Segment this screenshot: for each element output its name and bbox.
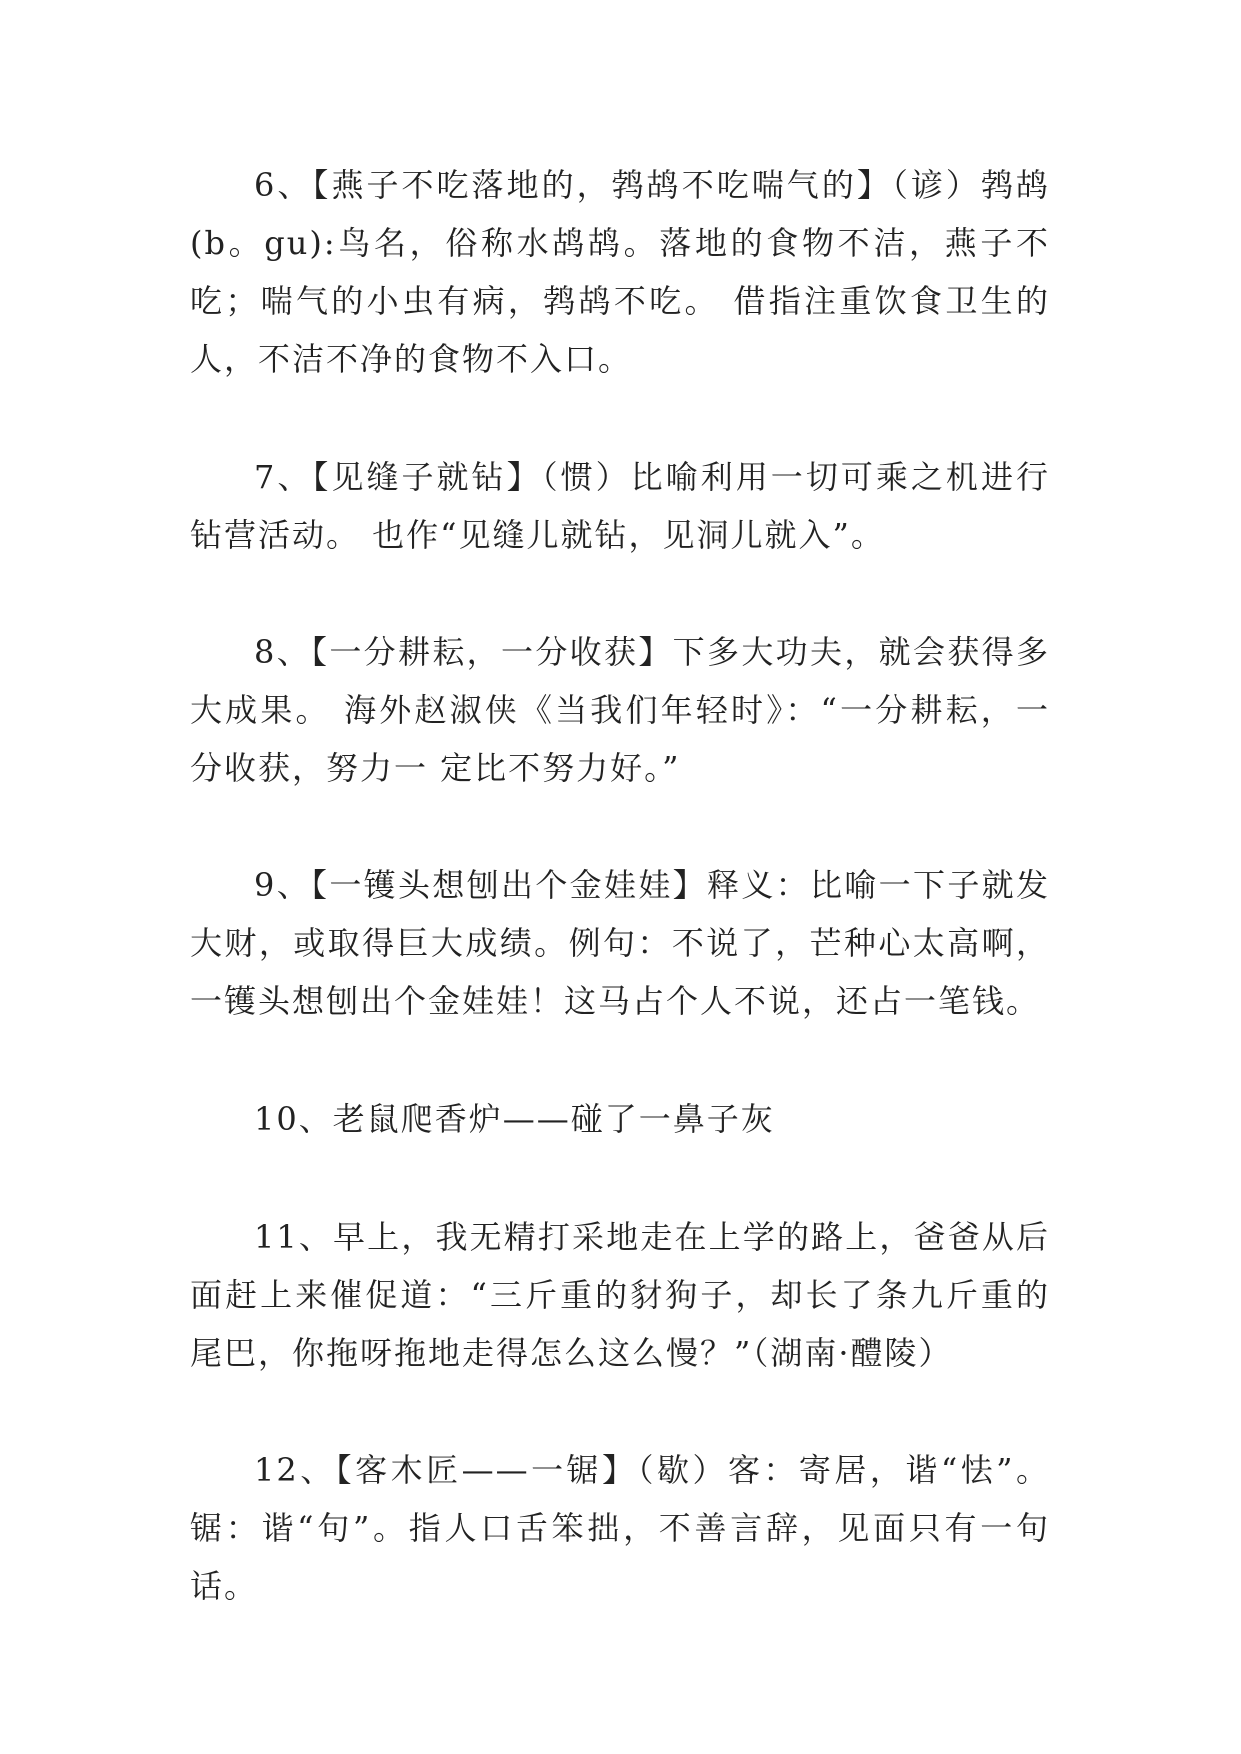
paragraph-8: 8、【一分耕耘，一分收获】下多大功夫，就会获得多大成果。 海外赵淑侠《当我们年轻时》：“一分耕耘，一分收获，努力一 定比不努力好。” xyxy=(190,633,1050,787)
paragraph-11: 11、早上，我无精打采地走在上学的路上，爸爸从后面赶上来催促道：“三斤重的豺狗子，却长了条九斤重的尾巴，你拖呀拖地走得怎么这么慢？”（湖南·醴陵） xyxy=(190,1218,1050,1372)
paragraph-9: 9、【一镬头想刨出个金娃娃】释义：比喻一下子就发大财，或取得巨大成绩。例句：不说了，芒种心太高啊，一镬头想刨出个金娃娃！这马占个人不说，还占一笔钱。 xyxy=(190,866,1050,1020)
paragraph-12: 12、【客木匠——一锯】（歇）客：寄居，谐“怯”。锯：谐“句”。指人口舌笨拙，不善言辞，见面只有一句话。 xyxy=(190,1451,1050,1605)
paragraph-10: 10、老鼠爬香炉——碰了一鼻子灰 xyxy=(254,1100,775,1138)
paragraph-7: 7、【见缝子就钻】（惯）比喻利用一切可乘之机进行钻营活动。 也作“见缝儿就钻，见洞儿就入”。 xyxy=(190,458,1050,554)
paragraph-6: 6、【燕子不吃落地的，鹁鸪不吃喘气的】（谚）鹁鸪(b。gu):鸟名，俗称水鸪鸪。落地的食物不洁，燕子不吃；喘气的小虫有病，鹁鸪不吃。 借指注重饮食卫生的人，不洁不净的食物不入口。 xyxy=(190,166,1050,378)
